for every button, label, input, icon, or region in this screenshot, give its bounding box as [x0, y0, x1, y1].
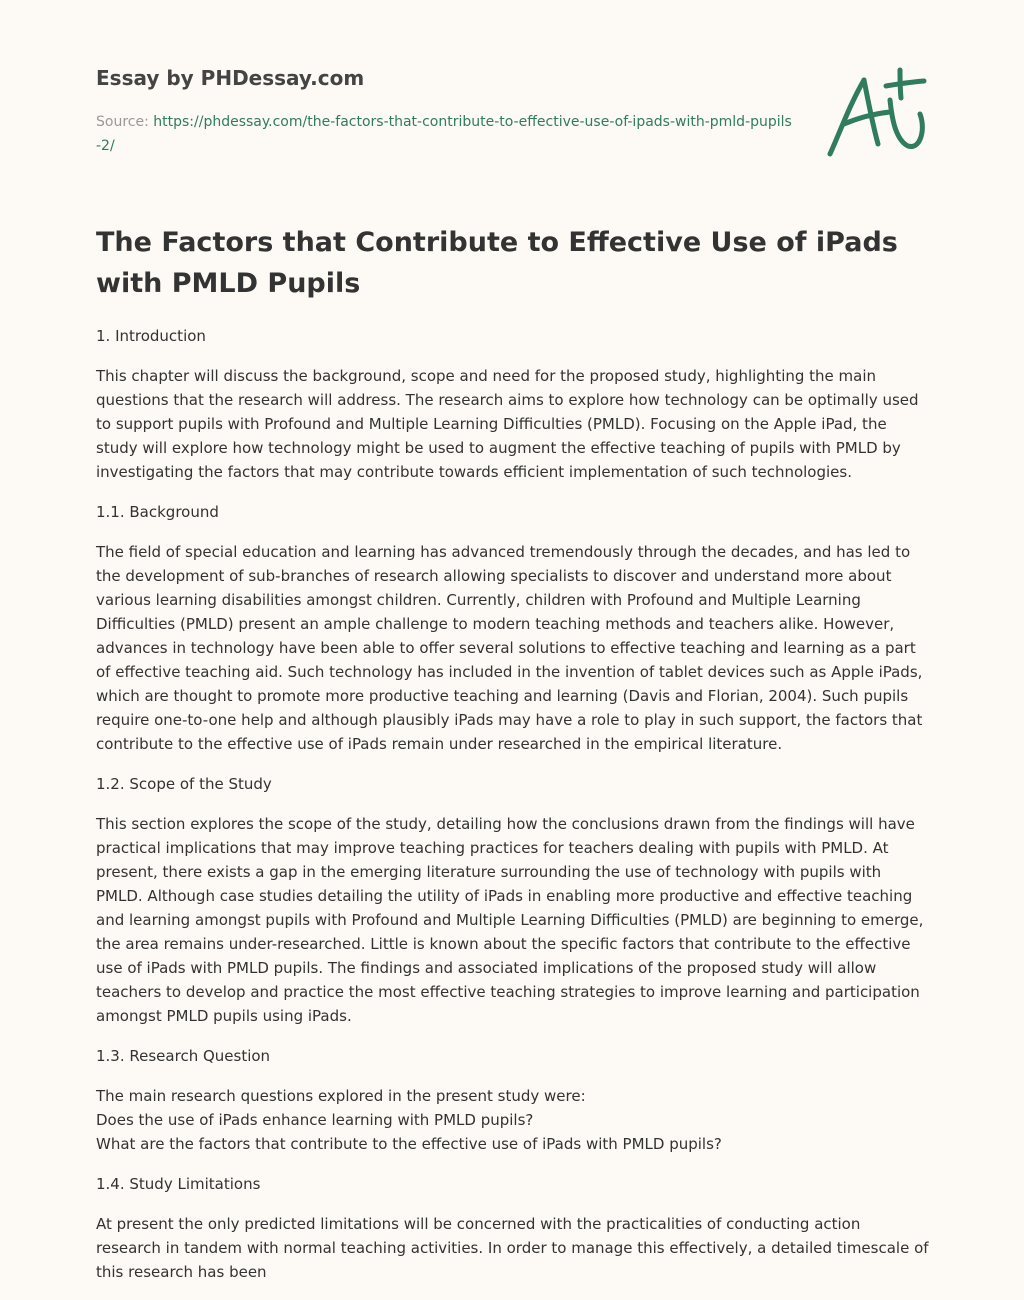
- section-heading-introduction: 1. Introduction: [96, 327, 206, 345]
- a-plus-logo-icon: [826, 66, 932, 166]
- essay-title: The Factors that Contribute to Effective Use of iPads with PMLD Pupils: [96, 227, 898, 299]
- paragraph-introduction: This chapter will discuss the background, scope and need for the proposed study, highlighting the main questions that the research will address. The research aims to explore how technology can be optimally used to support pupils with Profound and Multiple Learning Difficulties (PMLD). Focusing on the Apple iPad, the study will explore how technology might be used to augment the effective teaching of pupils with PMLD by investigating the factors that may contribute towards efficient implementation of such technologies.: [96, 367, 919, 481]
- paragraph-research-questions: [96, 1084, 930, 1156]
- essay-body: [96, 324, 930, 1300]
- source-link[interactable]: https://phdessay.com/the-factors-that-contribute-to-effective-use-of-ipads-with-pmld-pupils-2/: [96, 114, 792, 154]
- research-question-1: Does the use of iPads enhance learning with PMLD pupils?: [96, 1111, 534, 1129]
- research-question-2: What are the factors that contribute to the effective use of iPads with PMLD pupils?: [96, 1135, 722, 1153]
- site-brand: Essay by PHDessay.com: [96, 66, 365, 90]
- source-label: Source:: [96, 114, 154, 130]
- section-heading-scope: 1.2. Scope of the Study: [96, 775, 272, 793]
- paragraph-background: The field of special education and learning has advanced tremendously through the decades, and has led to the development of sub-branches of research allowing specialists to discover and understand more about various learning disabilities amongst children. Currently, children with Profound and Multiple Learning Difficulties (PMLD) present an ample challenge to modern teaching methods and teachers alike. However, advances in technology have been able to offer several solutions to effective teaching and learning as a part of effective teaching aid. Such technology has included in the invention of tablet devices such as Apple iPads, which are thought to promote more productive teaching and learning (Davis and Florian, 2004). Such pupils require one-to-one help and although plausibly iPads may have a role to play in such support, the factors that contribute to the effective use of iPads remain under researched in the empirical literature.: [96, 543, 923, 753]
- research-questions-intro: The main research questions explored in the present study were:: [96, 1087, 586, 1105]
- paragraph-scope: This section explores the scope of the study, detailing how the conclusions drawn from the findings will have practical implications that may improve teaching practices for teachers dealing with pupils with PMLD. At present, there exists a gap in the emerging literature surrounding the use of technology with pupils with PMLD. Although case studies detailing the utility of iPads in enabling more productive and effective teaching and learning amongst pupils with Profound and Multiple Learning Difficulties (PMLD) are beginning to emerge, the area remains under-researched. Little is known about the specific factors that contribute to the effective use of iPads with PMLD pupils. The findings and associated implications of the proposed study will allow teachers to develop and practice the most effective teaching strategies to improve learning and participation amongst PMLD pupils using iPads.: [96, 815, 924, 1025]
- section-heading-limitations: 1.4. Study Limitations: [96, 1175, 261, 1193]
- section-heading-background: 1.1. Background: [96, 503, 219, 521]
- section-heading-research-question: 1.3. Research Question: [96, 1047, 271, 1065]
- source-line: [96, 110, 796, 158]
- paragraph-limitations: At present the only predicted limitations will be concerned with the practicalities of conducting action research in tandem with normal teaching activities. In order to manage this effectively, a detailed timescale of this research has been: [96, 1215, 929, 1281]
